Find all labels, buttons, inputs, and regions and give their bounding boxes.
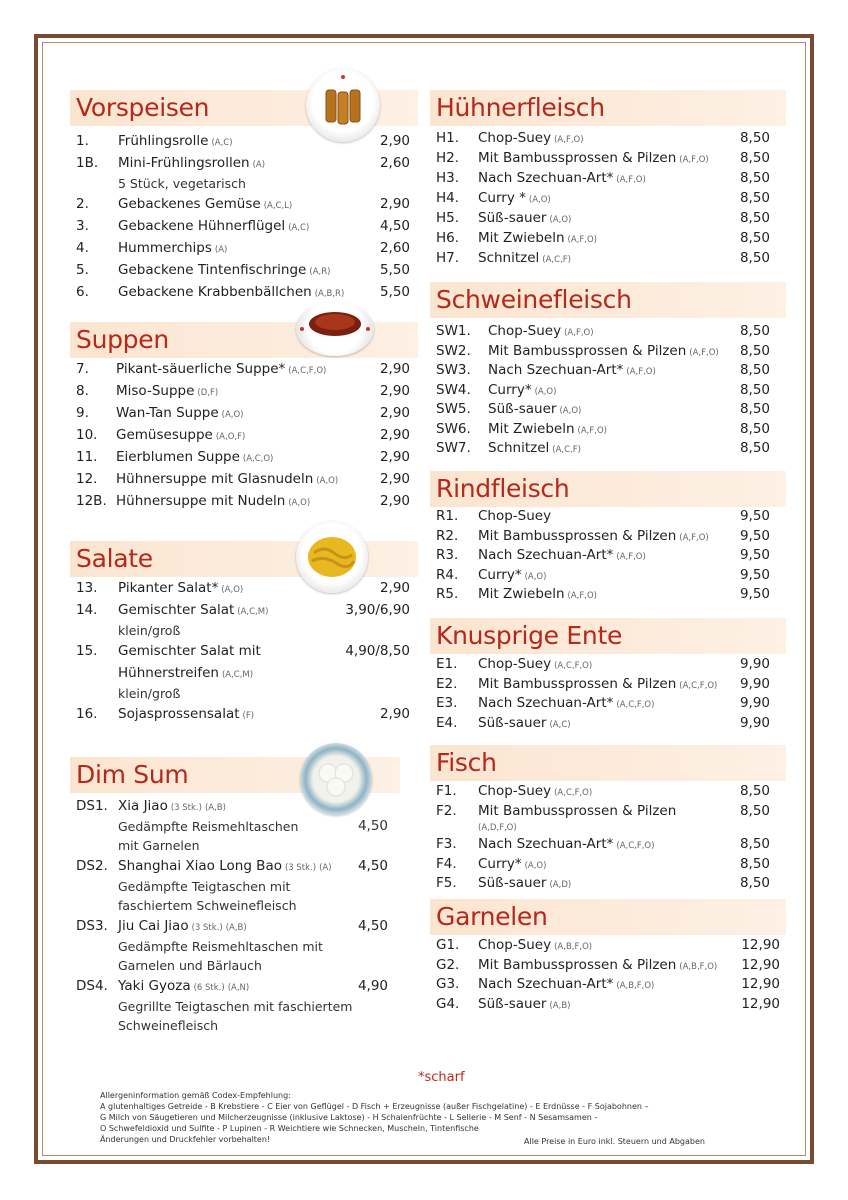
item-name: Pikanter Salat* (A,O)	[118, 580, 244, 596]
item-name: Wan-Tan Suppe (A,O)	[116, 405, 244, 421]
allergen-line: G Milch von Säugetieren und Milcherzeugnisse (inklusive Laktose) - H Schalenfrüchte - L Sellerie - M Senf - N Sesamsamen -	[100, 1113, 598, 1122]
item-price: 2,90	[379, 133, 410, 149]
item-price: 2,90	[379, 383, 410, 399]
item-number: 5.	[76, 262, 89, 278]
allergen-title: Allergeninformation gemäß Codex-Empfehlung:	[100, 1091, 291, 1100]
item-name: Gebackene Krabbenbällchen (A,B,R)	[118, 284, 345, 300]
item-name: Gemischter Salat (A,C,M)	[118, 602, 269, 618]
section-title: Dim Sum	[76, 760, 189, 789]
item-list	[430, 322, 786, 459]
list-item: H2. Mit Bambussprossen & Pilzen (A,F,O) 8,50	[436, 150, 770, 166]
item-number: 13.	[76, 580, 98, 596]
item-price: 2,90	[379, 405, 410, 421]
list-item	[70, 402, 418, 424]
item-number: 1.	[76, 133, 89, 149]
item-description: Gedämpfte Reismehltaschen 4,50	[118, 818, 388, 834]
list-item	[70, 237, 418, 259]
item-description: Gedämpfte Reismehltaschen mit	[118, 939, 323, 954]
list-item	[70, 577, 418, 599]
item-list	[70, 130, 418, 303]
section-title: Salate	[76, 544, 153, 573]
list-item: SW7. Schnitzel (A,C,F) 8,50	[436, 440, 770, 456]
section-huehnerfleisch	[430, 90, 786, 266]
item-price: 2,60	[379, 240, 410, 256]
section-fisch	[430, 745, 786, 892]
item-price: 4,50	[357, 818, 388, 834]
list-item	[70, 795, 418, 817]
section-title: Vorspeisen	[76, 93, 210, 122]
list-item	[70, 599, 418, 621]
item-name: Xia Jiao (3 Stk.) (A,B)	[118, 798, 226, 814]
item-price: 2,60	[379, 155, 410, 171]
list-item: SW2. Mit Bambussprossen & Pilzen (A,F,O) 8,50	[436, 342, 770, 359]
item-number: 12B.	[76, 493, 107, 509]
item-name: Sojasprossensalat (F)	[118, 706, 255, 722]
item-number: 6.	[76, 284, 89, 300]
spicy-note: *scharf	[418, 1070, 465, 1085]
list-item	[70, 193, 418, 215]
list-item: H7. Schnitzel (A,C,F) 8,50	[436, 250, 770, 266]
item-description: faschiertem Schweinefleisch	[118, 898, 297, 913]
item-number: DS4.	[76, 978, 108, 994]
list-item: E4. Süß-sauer (A,C) 9,90	[436, 714, 770, 731]
list-item: G1. Chop-Suey (A,B,F,O) 12,90	[436, 937, 780, 953]
section-header	[430, 282, 786, 318]
item-price: 2,90	[379, 196, 410, 212]
item-number: 1B.	[76, 155, 99, 171]
item-number: 2.	[76, 196, 89, 212]
item-price: 3,90/6,90	[345, 602, 410, 618]
list-item	[70, 281, 418, 303]
item-price: 2,90	[379, 449, 410, 465]
list-item: H1. Chop-Suey (A,F,O) 8,50	[436, 130, 770, 146]
item-list	[430, 128, 786, 268]
item-description: Gedämpfte Teigtaschen mit	[118, 879, 291, 894]
section-title: Fisch	[436, 748, 497, 777]
item-price: 2,90	[379, 580, 410, 596]
section-header	[430, 618, 786, 654]
item-number: 8.	[76, 383, 89, 399]
item-description: 5 Stück, vegetarisch	[118, 176, 246, 191]
section-header	[430, 745, 786, 781]
list-item: R3. Nach Szechuan-Art* (A,F,O) 9,50	[436, 547, 770, 564]
item-price: 2,90	[379, 427, 410, 443]
item-description: Schweinefleisch	[118, 1018, 219, 1033]
allergen-line: A glutenhaltiges Getreide - B Krebstiere - C Eier von Geflügel - D Fisch + Erzeugnisse (außer Fischgelatine) - E Erdnüsse - F Sojabohnen –	[100, 1102, 649, 1111]
list-item	[70, 640, 418, 662]
section-title: Garnelen	[436, 902, 548, 931]
item-list	[70, 358, 418, 512]
section-vorspeisen	[70, 90, 418, 300]
item-number: 14.	[76, 602, 98, 618]
item-list	[70, 577, 418, 725]
list-item	[70, 855, 418, 877]
section-title: Suppen	[76, 325, 169, 354]
item-price: 2,90	[379, 361, 410, 377]
list-item: SW1. Chop-Suey (A,F,O) 8,50	[436, 323, 770, 339]
list-item: R1. Chop-Suey 9,50	[436, 508, 770, 524]
item-name: Miso-Suppe (D,F)	[116, 383, 219, 399]
item-description: Hühnerstreifen (A,C,M)	[118, 665, 254, 681]
list-item	[70, 703, 418, 725]
item-name: Jiu Cai Jiao (3 Stk.) (A,B)	[118, 918, 247, 934]
section-title: Schweinefleisch	[436, 285, 632, 314]
list-item	[70, 975, 418, 997]
item-name: Eierblumen Suppe (A,C,O)	[116, 449, 274, 465]
item-price: 4,50	[357, 858, 388, 874]
item-name: Gemischter Salat mit	[118, 643, 261, 659]
list-item	[70, 380, 418, 402]
item-number: DS1.	[76, 798, 108, 814]
item-price: 4,50	[379, 218, 410, 234]
item-description: Gegrillte Teigtaschen mit faschiertem	[118, 999, 353, 1014]
section-rindfleisch	[430, 471, 786, 603]
item-list	[430, 782, 786, 894]
item-list	[430, 936, 786, 1014]
disclaimer: Änderungen und Druckfehler vorbehalten!	[100, 1135, 271, 1144]
list-item: G2. Mit Bambussprossen & Pilzen (A,B,F,O) 12,90	[436, 956, 780, 973]
list-item: F1. Chop-Suey (A,C,F,O) 8,50	[436, 783, 770, 799]
item-description: mit Garnelen	[118, 838, 200, 853]
list-item: SW4. Curry* (A,O) 8,50	[436, 381, 770, 398]
section-knusprige-ente	[430, 618, 786, 731]
section-title: Hühnerfleisch	[436, 93, 605, 122]
item-number: 15.	[76, 643, 98, 659]
item-number: DS3.	[76, 918, 108, 934]
item-number: 9.	[76, 405, 89, 421]
item-description: (A,D,F,O)	[478, 823, 517, 834]
list-item: R5. Mit Zwiebeln (A,F,O) 9,50	[436, 586, 770, 603]
list-item	[70, 259, 418, 281]
item-price: 4,50	[357, 918, 388, 934]
item-number: 11.	[76, 449, 98, 465]
item-name: Gebackene Tintenfischringe (A,R)	[118, 262, 331, 278]
item-price: 2,90	[379, 493, 410, 509]
item-price: 4,90/8,50	[345, 643, 410, 659]
section-header	[430, 899, 786, 935]
list-item	[70, 490, 418, 512]
list-item	[70, 468, 418, 490]
allergen-line: O Schwefeldioxid und Sulfite - P Lupinen - R Weichtiere wie Schnecken, Muscheln, Tintenfische	[100, 1124, 479, 1133]
section-suppen	[70, 322, 418, 509]
list-item	[70, 358, 418, 380]
item-price: 4,90	[357, 978, 388, 994]
item-name: Hummerchips (A)	[118, 240, 228, 256]
section-title: Knusprige Ente	[436, 621, 623, 650]
list-item	[70, 446, 418, 468]
item-name: Gebackene Hühnerflügel (A,C)	[118, 218, 310, 234]
item-name: Yaki Gyoza (6 Stk.) (A,N)	[118, 978, 250, 994]
list-item: H6. Mit Zwiebeln (A,F,O) 8,50	[436, 230, 770, 246]
item-name: Shanghai Xiao Long Bao (3 Stk.) (A)	[118, 858, 332, 874]
list-item: G4. Süß-sauer (A,B) 12,90	[436, 995, 780, 1012]
list-item: F5. Süß-sauer (A,D) 8,50	[436, 875, 770, 892]
list-item: H4. Curry * (A,O) 8,50	[436, 190, 770, 206]
list-item	[70, 152, 418, 174]
soup-bowl-icon	[296, 302, 374, 356]
item-name: Pikant-säuerliche Suppe* (A,C,F,O)	[116, 361, 327, 377]
section-header	[430, 471, 786, 507]
list-item: E2. Mit Bambussprossen & Pilzen (A,C,F,O) 9,90	[436, 675, 770, 692]
item-name: Hühnersuppe mit Nudeln (A,O)	[116, 493, 311, 509]
list-item: F4. Curry* (A,O) 8,50	[436, 855, 770, 872]
list-item: SW5. Süß-sauer (A,O) 8,50	[436, 401, 770, 417]
list-item: SW6. Mit Zwiebeln (A,F,O) 8,50	[436, 420, 770, 437]
section-salate	[70, 541, 418, 722]
list-item: E1. Chop-Suey (A,C,F,O) 9,90	[436, 656, 770, 672]
item-price: 2,90	[379, 471, 410, 487]
prices-note: Alle Preise in Euro inkl. Steuern und Abgaben	[524, 1137, 705, 1146]
list-item	[70, 215, 418, 237]
item-name: Gebackenes Gemüse (A,C,L)	[118, 196, 293, 212]
item-number: 10.	[76, 427, 98, 443]
list-item: G3. Nach Szechuan-Art* (A,B,F,O) 12,90	[436, 976, 780, 993]
list-item	[70, 915, 418, 937]
item-price: 5,50	[379, 262, 410, 278]
item-number: DS2.	[76, 858, 108, 874]
list-item: F2. Mit Bambussprossen & Pilzen 8,50	[436, 802, 770, 819]
list-item: F3. Nach Szechuan-Art* (A,C,F,O) 8,50	[436, 836, 770, 853]
item-number: 16.	[76, 706, 98, 722]
section-title: Rindfleisch	[436, 474, 570, 503]
list-item	[70, 130, 418, 152]
section-header	[430, 90, 786, 126]
item-description: Garnelen und Bärlauch	[118, 958, 262, 973]
item-description: klein/groß	[118, 686, 181, 701]
list-item: E3. Nach Szechuan-Art* (A,C,F,O) 9,90	[436, 695, 770, 712]
section-dimsum	[70, 757, 400, 1033]
item-list	[430, 655, 786, 733]
item-price: 5,50	[379, 284, 410, 300]
list-item: H3. Nach Szechuan-Art* (A,F,O) 8,50	[436, 170, 770, 186]
list-item: H5. Süß-sauer (A,O) 8,50	[436, 210, 770, 226]
item-number: 4.	[76, 240, 89, 256]
item-name: Gemüsesuppe (A,O,F)	[116, 427, 246, 443]
item-number: 3.	[76, 218, 89, 234]
item-list	[430, 507, 786, 605]
item-name: Frühlingsrolle (A,C)	[118, 133, 233, 149]
item-name: Mini-Frühlingsrollen (A)	[118, 155, 266, 171]
item-description: klein/groß	[118, 623, 181, 638]
item-price: 2,90	[379, 706, 410, 722]
item-number: 7.	[76, 361, 89, 377]
list-item	[70, 424, 418, 446]
section-schweinefleisch	[430, 282, 786, 456]
list-item: R4. Curry* (A,O) 9,50	[436, 566, 770, 583]
item-name: Hühnersuppe mit Glasnudeln (A,O)	[116, 471, 339, 487]
list-item: SW3. Nach Szechuan-Art* (A,F,O) 8,50	[436, 362, 770, 378]
item-list	[70, 795, 418, 1035]
list-item: R2. Mit Bambussprossen & Pilzen (A,F,O) 9,50	[436, 527, 770, 544]
section-garnelen	[430, 899, 786, 1012]
item-number: 12.	[76, 471, 98, 487]
